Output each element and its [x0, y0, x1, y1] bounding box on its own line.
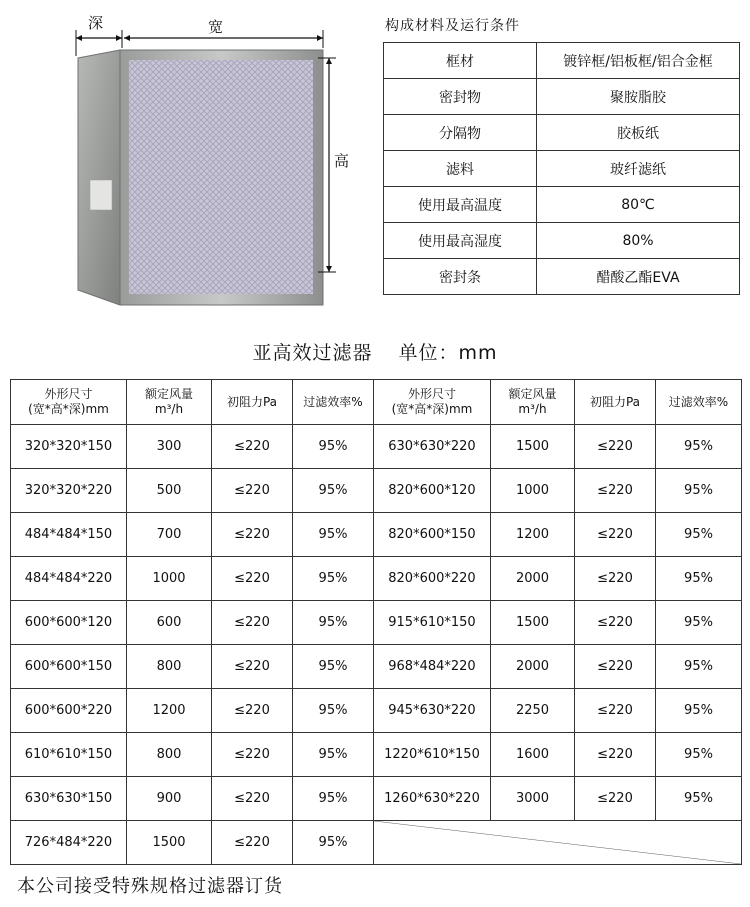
header-efficiency: 过滤效率%	[293, 380, 374, 425]
table-row	[11, 821, 742, 865]
efficiency-cell: 95%	[293, 733, 374, 777]
efficiency-cell: 95%	[293, 689, 374, 733]
table-row	[11, 733, 742, 777]
height-label: 高	[334, 152, 350, 170]
efficiency-cell: 95%	[293, 821, 374, 865]
airflow-cell: 2000	[491, 557, 575, 601]
table-row	[11, 469, 742, 513]
size-cell: 726*484*220	[11, 821, 127, 865]
airflow-cell: 2000	[491, 645, 575, 689]
efficiency-cell: 95%	[656, 689, 742, 733]
header-airflow: 额定风量 m³/h	[491, 380, 575, 425]
header-resistance: 初阻力Pa	[212, 380, 293, 425]
efficiency-cell: 95%	[293, 777, 374, 821]
header-resistance: 初阻力Pa	[575, 380, 656, 425]
airflow-cell: 1500	[491, 425, 575, 469]
header-airflow: 额定风量 m³/h	[127, 380, 212, 425]
materials-table	[383, 42, 740, 295]
materials-row	[384, 187, 740, 223]
size-cell: 820*600*150	[374, 513, 491, 557]
airflow-cell: 1000	[491, 469, 575, 513]
size-cell: 915*610*150	[374, 601, 491, 645]
header-efficiency: 过滤效率%	[656, 380, 742, 425]
resistance-cell: ≤220	[212, 469, 293, 513]
resistance-cell: ≤220	[575, 733, 656, 777]
width-label: 宽	[208, 18, 224, 36]
footer-note: 本公司接受特殊规格过滤器订货	[17, 876, 283, 897]
resistance-cell: ≤220	[575, 645, 656, 689]
resistance-cell: ≤220	[575, 777, 656, 821]
size-cell: 820*600*220	[374, 557, 491, 601]
material-value: 聚胺脂胶	[537, 79, 740, 115]
resistance-cell: ≤220	[575, 689, 656, 733]
depth-label: 深	[88, 14, 104, 32]
material-value: 80%	[537, 223, 740, 259]
resistance-cell: ≤220	[575, 469, 656, 513]
size-cell: 945*630*220	[374, 689, 491, 733]
resistance-cell: ≤220	[575, 513, 656, 557]
airflow-cell: 2250	[491, 689, 575, 733]
airflow-cell: 900	[127, 777, 212, 821]
resistance-cell: ≤220	[212, 645, 293, 689]
size-cell: 1220*610*150	[374, 733, 491, 777]
table-row	[11, 689, 742, 733]
material-key: 密封条	[384, 259, 537, 295]
efficiency-cell: 95%	[656, 733, 742, 777]
size-cell: 600*600*150	[11, 645, 127, 689]
materials-row	[384, 151, 740, 187]
airflow-cell: 800	[127, 645, 212, 689]
efficiency-cell: 95%	[656, 425, 742, 469]
materials-row	[384, 43, 740, 79]
material-value: 镀锌框/铝板框/铝合金框	[537, 43, 740, 79]
efficiency-cell: 95%	[656, 645, 742, 689]
size-cell: 630*630*220	[374, 425, 491, 469]
resistance-cell: ≤220	[212, 821, 293, 865]
size-cell: 630*630*150	[11, 777, 127, 821]
table-row	[11, 557, 742, 601]
header-size: 外形尺寸 (宽*高*深)mm	[11, 380, 127, 425]
resistance-cell: ≤220	[212, 733, 293, 777]
airflow-cell: 800	[127, 733, 212, 777]
resistance-cell: ≤220	[212, 557, 293, 601]
material-value: 醋酸乙酯EVA	[537, 259, 740, 295]
materials-title: 构成材料及运行条件	[385, 18, 520, 34]
spec-unit: 单位：mm	[398, 342, 498, 364]
size-cell: 484*484*220	[11, 557, 127, 601]
efficiency-cell: 95%	[293, 601, 374, 645]
size-cell: 968*484*220	[374, 645, 491, 689]
resistance-cell: ≤220	[212, 689, 293, 733]
materials-row	[384, 115, 740, 151]
material-key: 密封物	[384, 79, 537, 115]
filter-illustration	[0, 0, 370, 330]
materials-row	[384, 223, 740, 259]
spec-title-text: 亚高效过滤器	[252, 342, 373, 364]
airflow-cell: 1600	[491, 733, 575, 777]
spec-body	[11, 425, 742, 865]
resistance-cell: ≤220	[575, 601, 656, 645]
empty-cell	[374, 821, 742, 865]
airflow-cell: 600	[127, 601, 212, 645]
resistance-cell: ≤220	[212, 777, 293, 821]
size-cell: 610*610*150	[11, 733, 127, 777]
table-row	[11, 513, 742, 557]
spec-title	[0, 338, 750, 365]
material-value: 胶板纸	[537, 115, 740, 151]
header-size: 外形尺寸 (宽*高*深)mm	[374, 380, 491, 425]
airflow-cell: 1000	[127, 557, 212, 601]
size-cell: 600*600*220	[11, 689, 127, 733]
spec-header-row	[11, 380, 742, 425]
material-key: 框材	[384, 43, 537, 79]
material-key: 分隔物	[384, 115, 537, 151]
resistance-cell: ≤220	[212, 513, 293, 557]
airflow-cell: 500	[127, 469, 212, 513]
size-cell: 320*320*220	[11, 469, 127, 513]
table-row	[11, 425, 742, 469]
size-cell: 820*600*120	[374, 469, 491, 513]
filter-drawing	[0, 0, 370, 330]
resistance-cell: ≤220	[575, 557, 656, 601]
efficiency-cell: 95%	[656, 469, 742, 513]
table-row	[11, 645, 742, 689]
airflow-cell: 1500	[491, 601, 575, 645]
material-key: 滤料	[384, 151, 537, 187]
materials-row	[384, 79, 740, 115]
resistance-cell: ≤220	[575, 425, 656, 469]
size-cell: 484*484*150	[11, 513, 127, 557]
airflow-cell: 1500	[127, 821, 212, 865]
materials-row	[384, 259, 740, 295]
material-key: 使用最高湿度	[384, 223, 537, 259]
efficiency-cell: 95%	[656, 557, 742, 601]
airflow-cell: 300	[127, 425, 212, 469]
efficiency-cell: 95%	[293, 469, 374, 513]
efficiency-cell: 95%	[293, 513, 374, 557]
material-value: 玻纤滤纸	[537, 151, 740, 187]
material-key: 使用最高温度	[384, 187, 537, 223]
spec-table	[10, 379, 742, 865]
efficiency-cell: 95%	[293, 557, 374, 601]
efficiency-cell: 95%	[656, 513, 742, 557]
material-value: 80℃	[537, 187, 740, 223]
size-cell: 320*320*150	[11, 425, 127, 469]
airflow-cell: 1200	[127, 689, 212, 733]
table-row	[11, 601, 742, 645]
airflow-cell: 1200	[491, 513, 575, 557]
airflow-cell: 3000	[491, 777, 575, 821]
efficiency-cell: 95%	[656, 601, 742, 645]
table-row	[11, 777, 742, 821]
size-cell: 600*600*120	[11, 601, 127, 645]
efficiency-cell: 95%	[293, 425, 374, 469]
efficiency-cell: 95%	[293, 645, 374, 689]
size-cell: 1260*630*220	[374, 777, 491, 821]
efficiency-cell: 95%	[656, 777, 742, 821]
resistance-cell: ≤220	[212, 425, 293, 469]
resistance-cell: ≤220	[212, 601, 293, 645]
airflow-cell: 700	[127, 513, 212, 557]
